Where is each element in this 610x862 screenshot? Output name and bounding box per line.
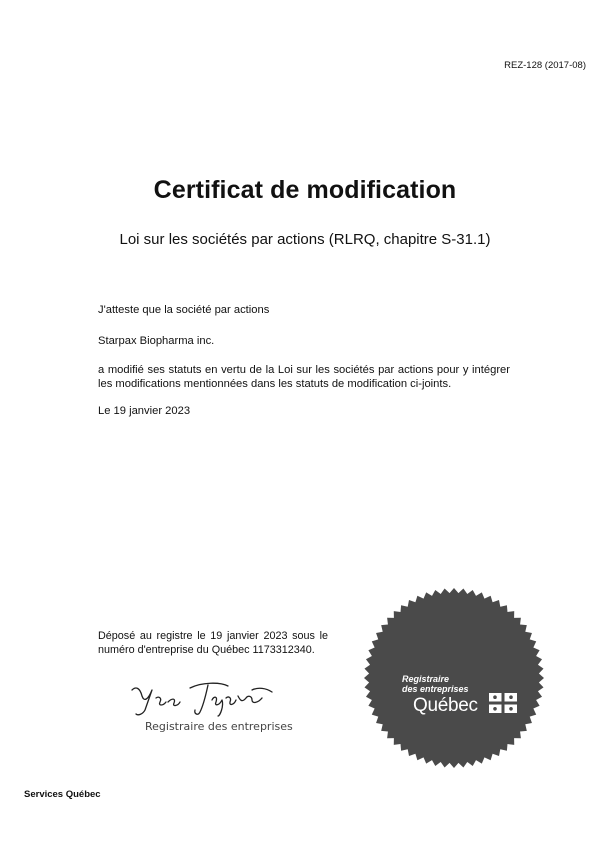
document-code: REZ-128 (2017-08) [504,60,586,71]
certificate-date: Le 19 janvier 2023 [98,405,191,417]
footer-agency: Services Québec [24,789,101,800]
page-title: Certificat de modification [153,176,457,204]
deposit-text: Déposé au registre le 19 janvier 2023 sous le numéro d'entreprise du Québec 1173312340. [98,630,328,656]
seal-line-1: Registraire [402,674,450,684]
company-name: Starpax Biopharma inc. [98,335,215,347]
signature-image [128,676,278,718]
signature-caption: Registraire des entreprises [145,720,293,733]
seal-text [402,674,469,694]
quebec-brand: Québec [413,695,478,716]
attestation-text: J'atteste que la société par actions [98,304,270,316]
statement-text: a modifié ses statuts en vertu de la Loi sur les sociétés par actions pour y intégrer les modifications mentionnées dans les statuts de modification ci-joints. [98,364,510,390]
seal-line-2: des entreprises [402,684,469,694]
quebec-flag-icon [489,693,517,713]
page-subtitle: Loi sur les sociétés par actions (RLRQ, chapitre S-31.1) [119,231,491,248]
